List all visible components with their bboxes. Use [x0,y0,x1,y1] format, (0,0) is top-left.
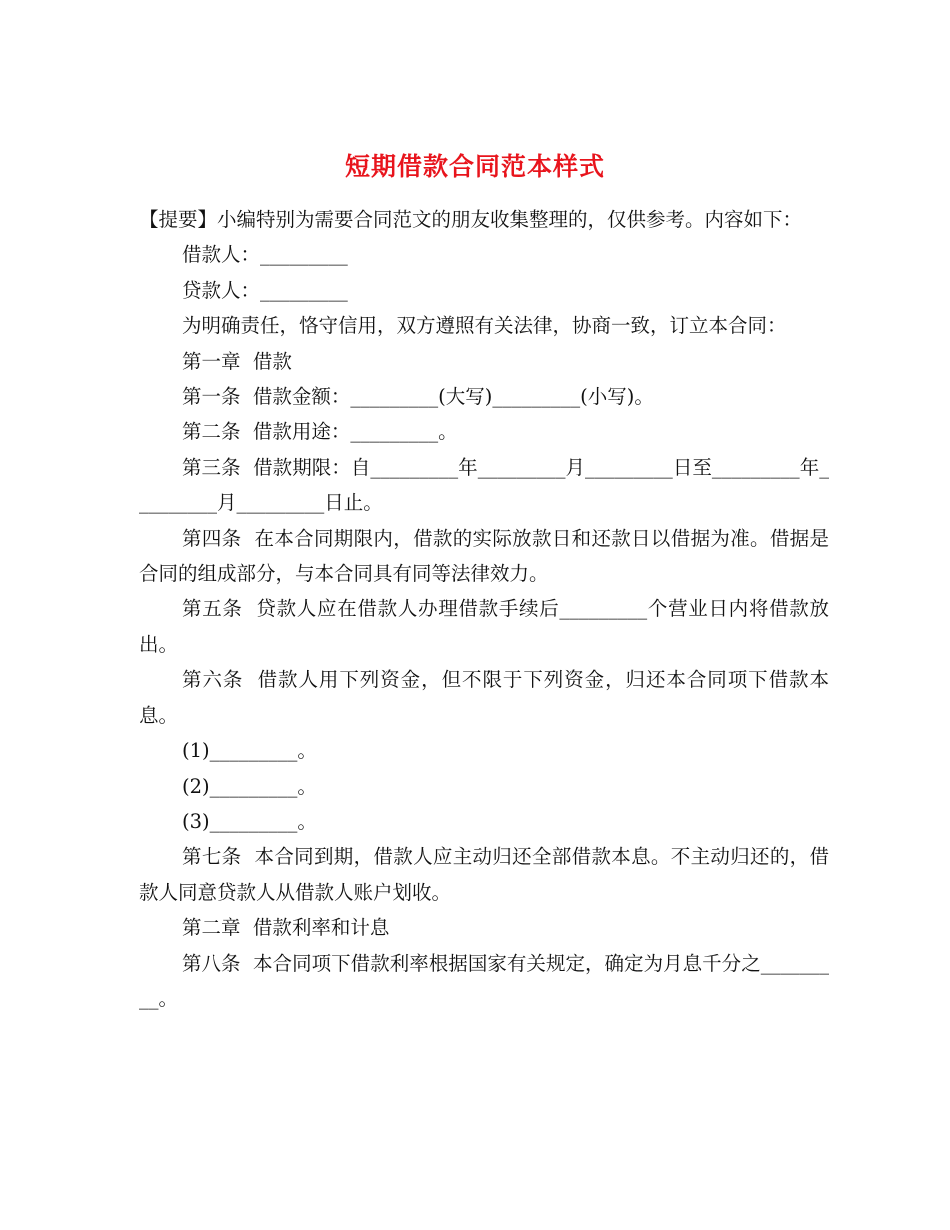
paragraph: 第六条 借款人用下列资金，但不限于下列资金，归还本合同项下借款本息。 [139,668,829,727]
document-title: 短期借款合同范本样式 [344,151,605,181]
paragraph: 贷款人：_________ [182,278,348,302]
paragraph: 为明确责任，恪守信用，双方遵照有关法律，协商一致，订立本合同： [182,314,787,338]
paragraph: 第八条 本合同项下借款利率根据国家有关规定，确定为月息千分之_________。 [139,951,829,1010]
paragraph: 第四条 在本合同期限内，借款的实际放款日和还款日以借据为准。借据是合同的组成部分，与本合同具有同等法律效力。 [139,526,829,586]
paragraph: (3)_________。 [182,809,317,833]
paragraph: 第一章 借款 [182,349,292,373]
paragraph: 第二条 借款用途：_________。 [182,420,458,444]
paragraph: 借款人：_________ [182,243,348,267]
paragraph: 第三条 借款期限：自_________年_________月_________日至_________年_________月_________日止。 [139,455,829,515]
document-body [139,202,829,1016]
paragraph: 【提要】小编特别为需要合同范文的朋友收集整理的，仅供参考。内容如下： [139,208,803,231]
paragraph: (1)_________。 [182,739,317,763]
paragraph: 第二章 借款利率和计息 [182,916,390,940]
paragraph: 第五条 贷款人应在借款人办理借款手续后_________个营业日内将借款放出。 [139,597,829,656]
paragraph: 第七条 本合同到期，借款人应主动归还全部借款本息。不主动归还的，借款人同意贷款人从借款人账户划收。 [139,845,829,904]
paragraph: 第一条 借款金额：_________(大写)_________(小写)。 [182,385,654,409]
paragraph: (2)_________。 [182,774,317,798]
